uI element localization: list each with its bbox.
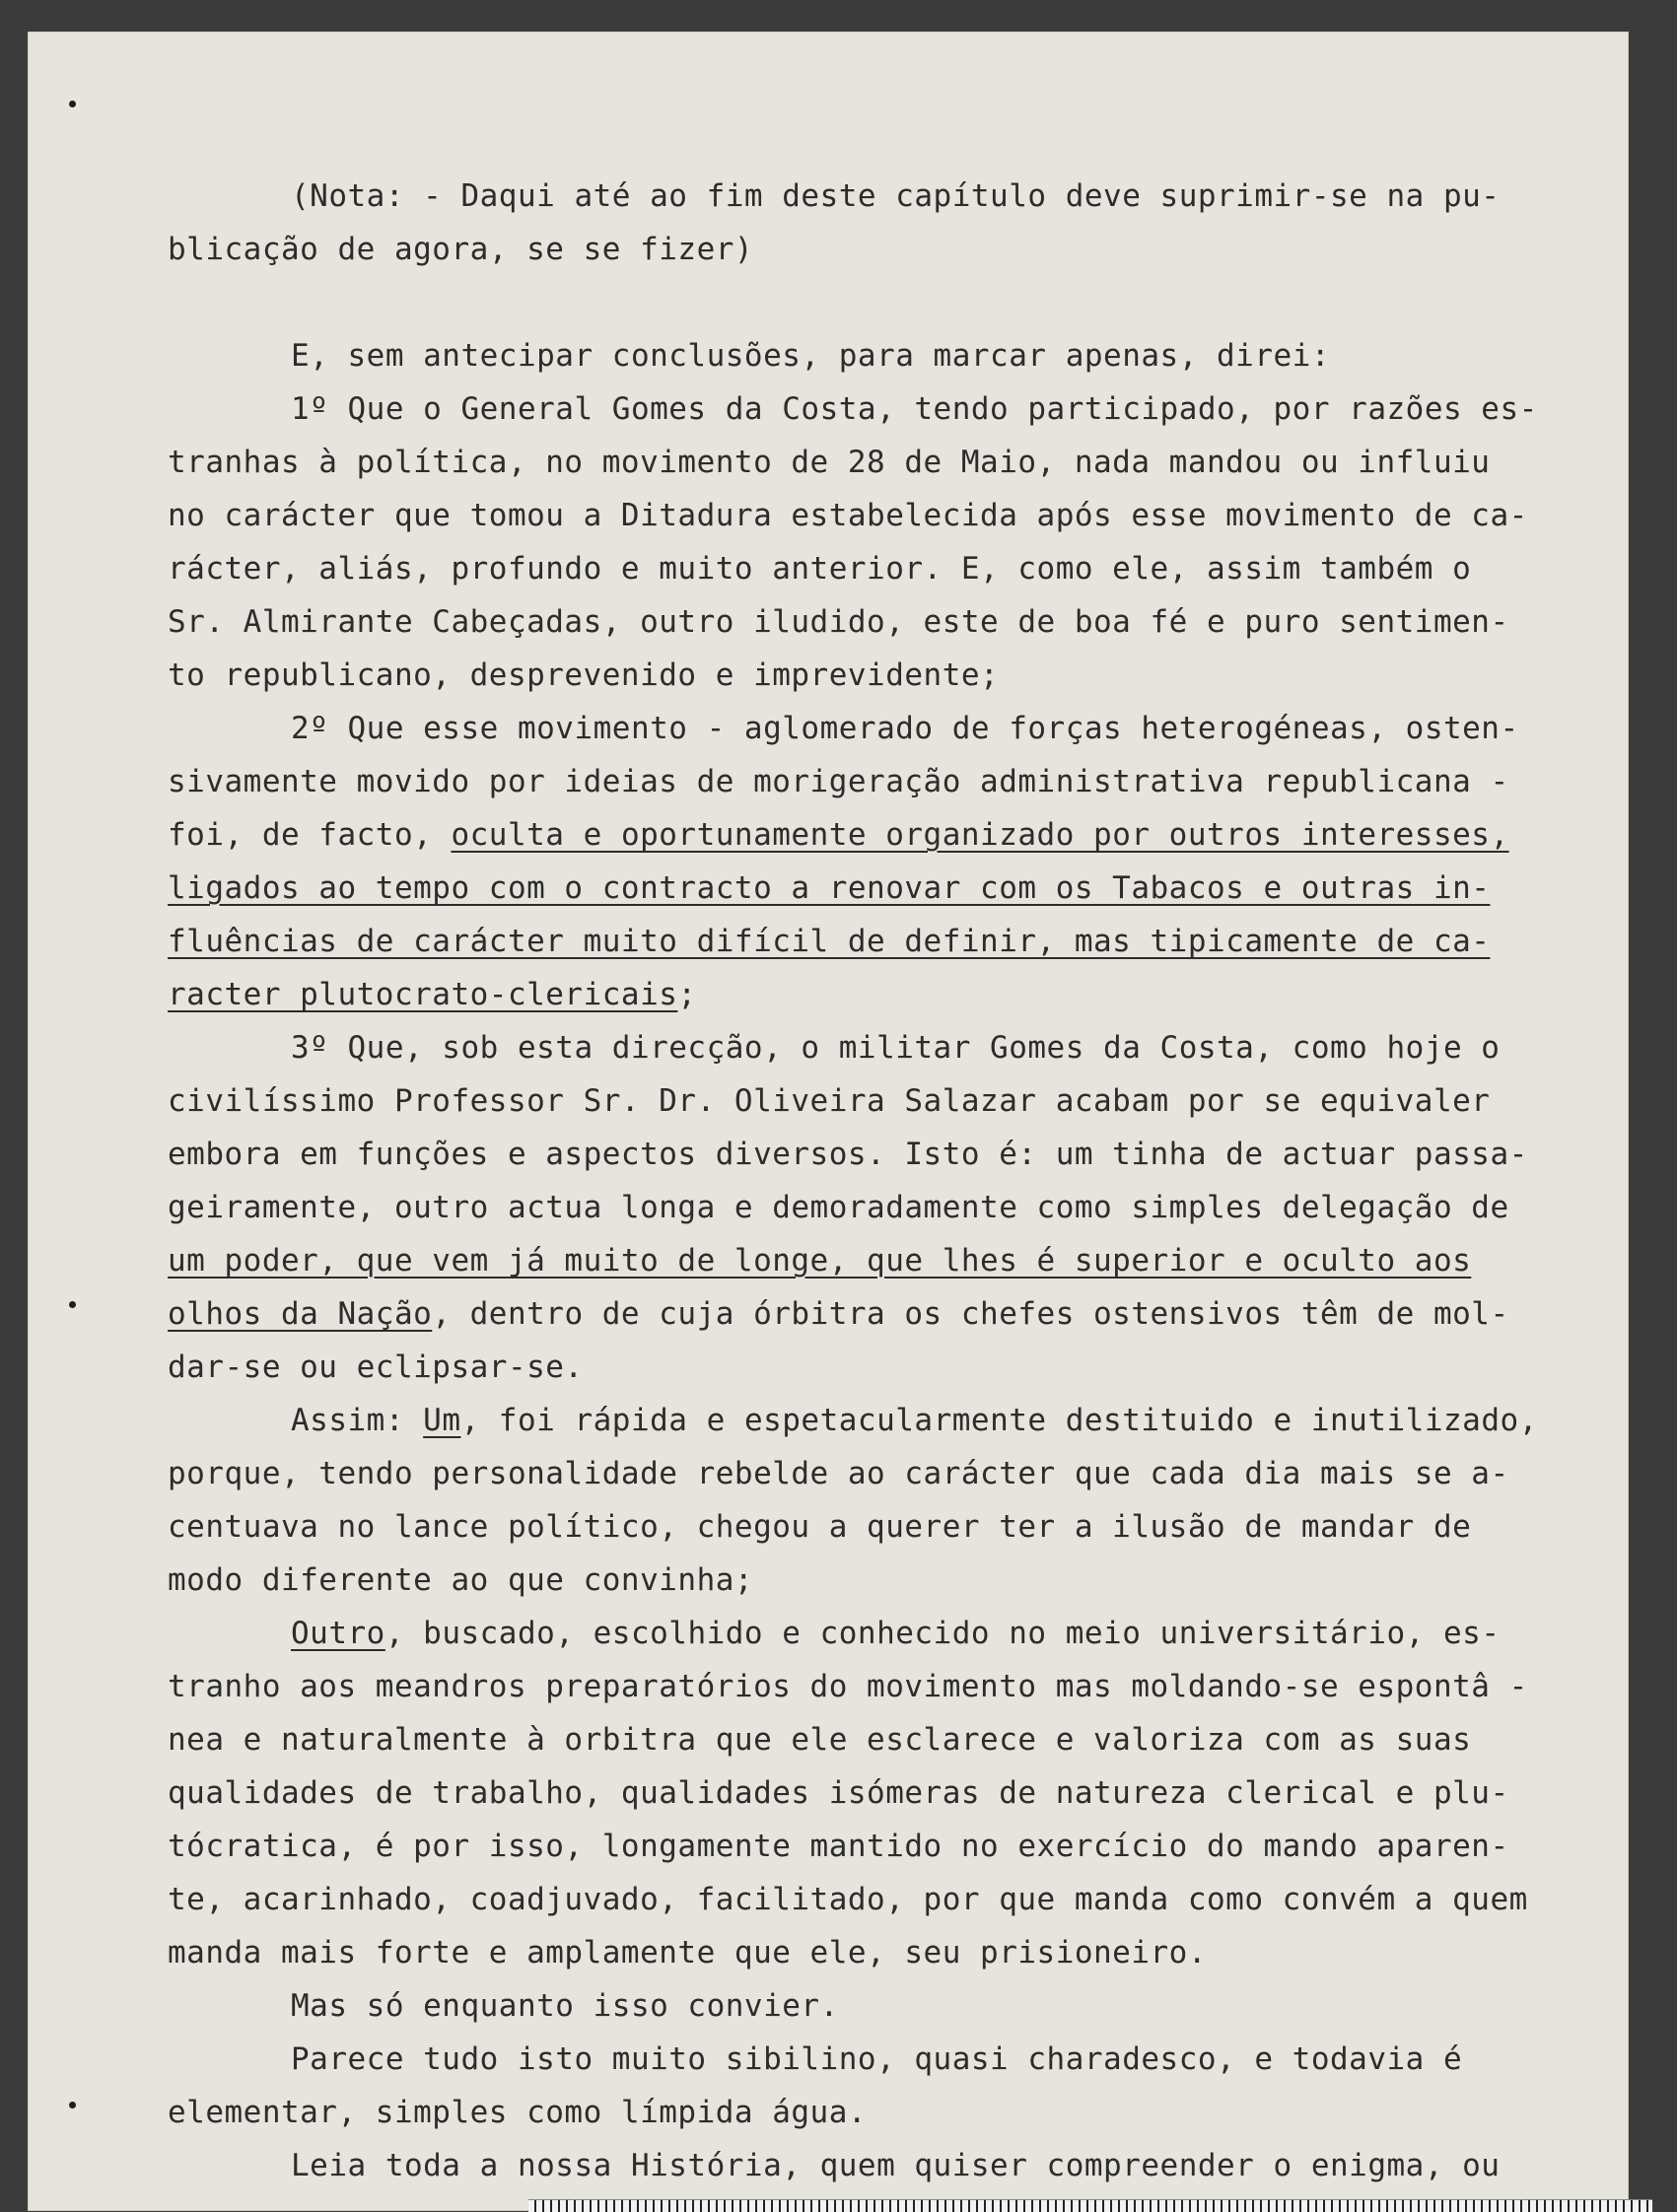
punch-hole bbox=[69, 2102, 76, 2108]
paragraph-line: geiramente, outro actua longa e demoradamente como simples delegação de bbox=[168, 1190, 1509, 1225]
paragraph-line: tranhas à política, no movimento de 28 de Maio, nada mandou ou influiu bbox=[168, 445, 1491, 480]
intro-line: E, sem antecipar conclusões, para marcar apenas, direi: bbox=[291, 338, 1330, 374]
underlined-text: olhos da Nação bbox=[168, 1296, 433, 1332]
paragraph-line: tranho aos meandros preparatórios do movimento mas moldando-se espontâ - bbox=[168, 1669, 1528, 1704]
paragraph-line: modo diferente ao que convinha; bbox=[168, 1562, 754, 1598]
paragraph-line: tócratica, é por isso, longamente mantido no exercício do mando aparen- bbox=[168, 1829, 1509, 1864]
typewritten-text bbox=[168, 170, 1587, 2192]
paragraph-line: manda mais forte e amplamente que ele, seu prisioneiro. bbox=[168, 1935, 1207, 1970]
underlined-line: ligados ao tempo com o contracto a renovar com os Tabacos e outras in- bbox=[168, 870, 1491, 906]
plain-text: foi, de facto, bbox=[168, 817, 452, 853]
plain-text: Assim: bbox=[291, 1403, 424, 1438]
paragraph-line: 2º Que esse movimento - aglomerado de forças heterogéneas, osten- bbox=[291, 711, 1519, 746]
plain-text: , dentro de cuja órbitra os chefes ostensivos têm de mol- bbox=[432, 1296, 1509, 1332]
paragraph-line bbox=[168, 808, 1587, 862]
paragraph-line: 1º Que o General Gomes da Costa, tendo participado, por razões es- bbox=[291, 391, 1538, 427]
paragraph-line: nea e naturalmente à orbitra que ele esclarece e valoriza com as suas bbox=[168, 1722, 1472, 1758]
paragraph-line: centuava no lance político, chegou a querer ter a ilusão de mandar de bbox=[168, 1509, 1472, 1545]
paragraph-line: no carácter que tomou a Ditadura estabelecida após esse movimento de ca- bbox=[168, 498, 1528, 533]
punch-hole bbox=[69, 101, 76, 107]
scan-ruler bbox=[528, 2199, 1652, 2212]
underlined-text: Outro bbox=[291, 1616, 385, 1651]
paragraph-line: civilíssimo Professor Sr. Dr. Oliveira Salazar acabam por se equivaler bbox=[168, 1083, 1491, 1119]
underlined-text: racter plutocrato-clericais bbox=[168, 977, 678, 1012]
paragraph-line: Sr. Almirante Cabeçadas, outro iludido, este de boa fé e puro sentimen- bbox=[168, 604, 1509, 640]
paragraph-line: porque, tendo personalidade rebelde ao carácter que cada dia mais se a- bbox=[168, 1456, 1509, 1491]
paragraph-line: Mas só enquanto isso convier. bbox=[291, 1988, 839, 2024]
plain-text: ; bbox=[677, 977, 697, 1012]
paragraph-line bbox=[168, 968, 1587, 1021]
paragraph-line: embora em funções e aspectos diversos. Isto é: um tinha de actuar passa- bbox=[168, 1137, 1528, 1172]
note-line: blicação de agora, se se fizer) bbox=[168, 232, 754, 267]
underlined-line: fluências de carácter muito difícil de definir, mas tipicamente de ca- bbox=[168, 924, 1491, 959]
paragraph-line bbox=[168, 1287, 1587, 1341]
underlined-text: Um bbox=[423, 1403, 461, 1438]
paragraph-line: sivamente movido por ideias de morigeração administrativa republicana - bbox=[168, 764, 1509, 799]
document-page bbox=[28, 32, 1629, 2211]
note-line: (Nota: - Daqui até ao fim deste capítulo deve suprimir-se na pu- bbox=[291, 178, 1501, 214]
punch-hole bbox=[69, 1301, 76, 1308]
paragraph-line: to republicano, desprevenido e imprevidente; bbox=[168, 657, 1000, 693]
paragraph-line: dar-se ou eclipsar-se. bbox=[168, 1349, 584, 1385]
paragraph-line: elementar, simples como límpida água. bbox=[168, 2095, 868, 2130]
paragraph-line: te, acarinhado, coadjuvado, facilitado, por que manda como convém a quem bbox=[168, 1882, 1528, 1917]
paragraph-line: 3º Que, sob esta direcção, o militar Gomes da Costa, como hoje o bbox=[291, 1030, 1501, 1066]
paragraph-line bbox=[168, 1394, 1587, 1447]
plain-text: , foi rápida e espetacularmente destituido e inutilizado, bbox=[460, 1403, 1538, 1438]
paragraph-line: Leia toda a nossa História, quem quiser compreender o enigma, ou bbox=[291, 2148, 1501, 2183]
paragraph-line: Parece tudo isto muito sibilino, quasi charadesco, e todavia é bbox=[291, 2041, 1463, 2077]
paragraph-line bbox=[168, 1607, 1587, 1660]
underlined-line: um poder, que vem já muito de longe, que lhes é superior e oculto aos bbox=[168, 1243, 1472, 1279]
paragraph-line: qualidades de trabalho, qualidades isómeras de natureza clerical e plu- bbox=[168, 1775, 1509, 1811]
paragraph-line: rácter, aliás, profundo e muito anterior. E, como ele, assim também o bbox=[168, 551, 1472, 587]
plain-text: , buscado, escolhido e conhecido no meio universitário, es- bbox=[384, 1616, 1501, 1651]
underlined-text: oculta e oportunamente organizado por outros interesses, bbox=[451, 817, 1509, 853]
